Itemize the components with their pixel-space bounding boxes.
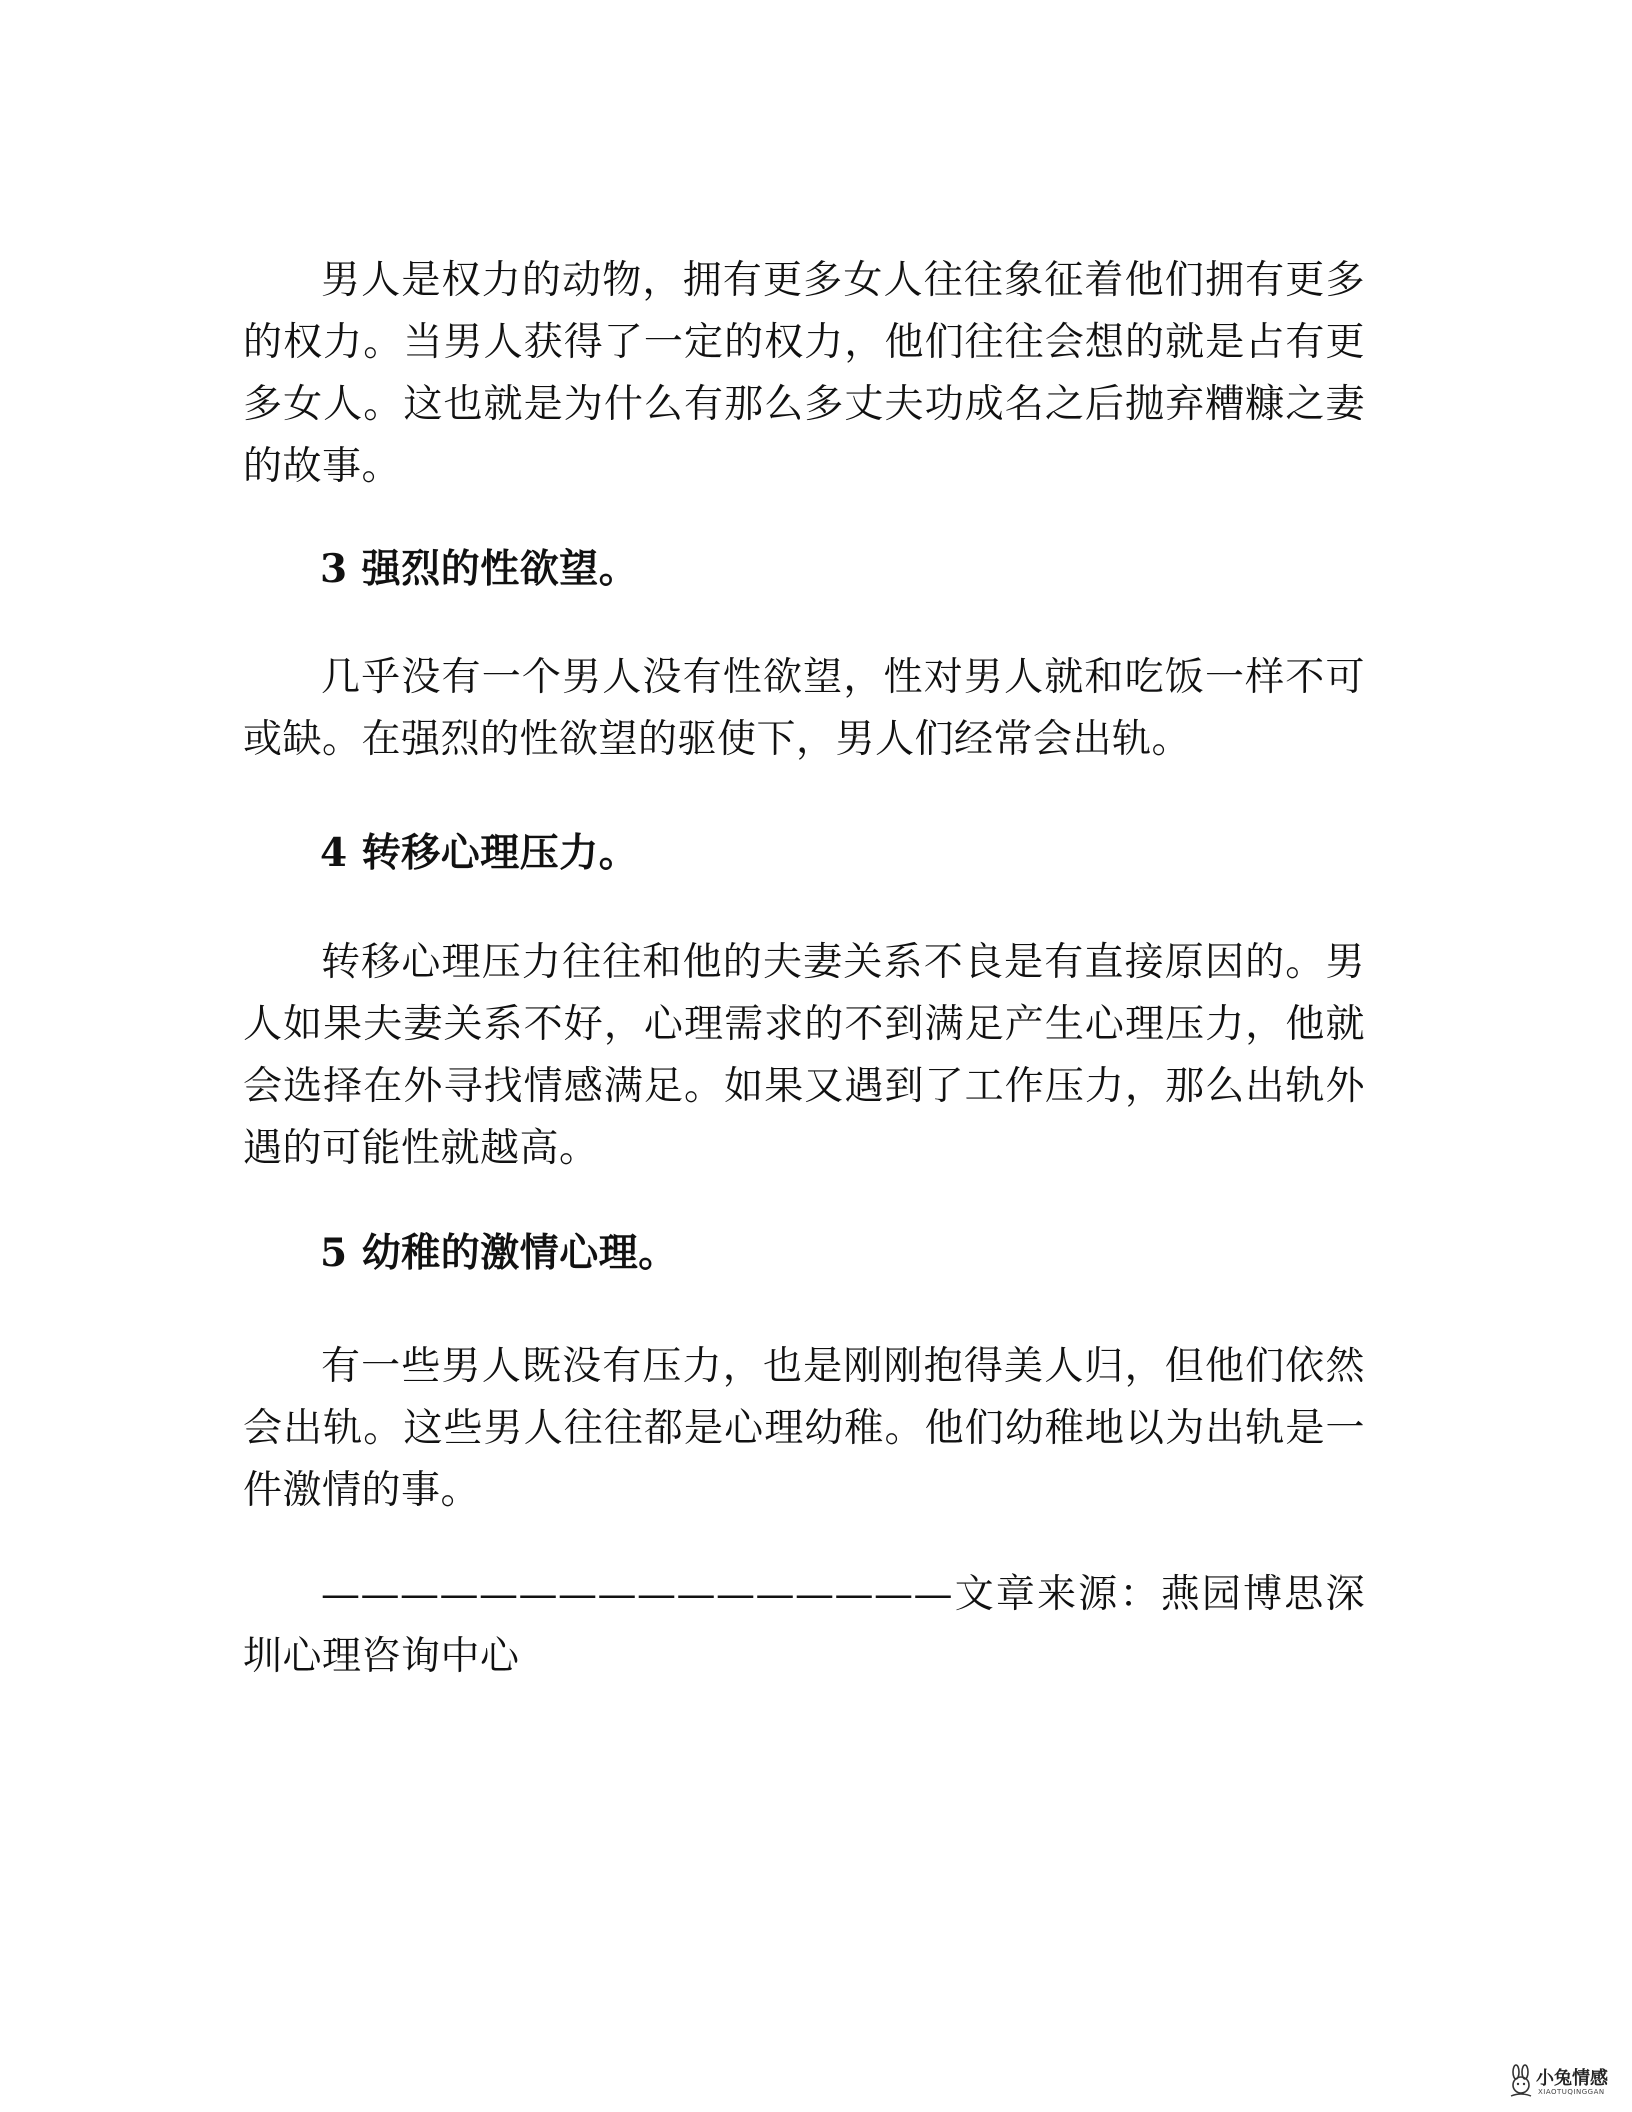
watermark-title: 小兔情感 bbox=[1536, 2068, 1608, 2089]
paragraph-power: 男人是权力的动物，拥有更多女人往往象征着他们拥有更多的权力。当男人获得了一定的权力，他们往往会想的就是占有更多女人。这也就是为什么有那么多丈夫功成名之后抛弃糟糠之妻的故事。 bbox=[243, 258, 1365, 489]
article-source-line: ————————————————文章来源：燕园博思深圳心理咨询中心 bbox=[243, 1572, 1365, 1679]
heading-5-childish-passion: 5 幼稚的激情心理。 bbox=[320, 1230, 678, 1276]
rabbit-logo-icon bbox=[1506, 2064, 1536, 2098]
watermark bbox=[1506, 2058, 1624, 2106]
paragraph-childish-passion: 有一些男人既没有压力，也是刚刚抱得美人归，但他们依然会出轨。这些男人往往都是心理幼稚。他们幼稚地以为出轨是一件激情的事。 bbox=[243, 1344, 1365, 1513]
heading-3-sexual-desire: 3 强烈的性欲望。 bbox=[320, 546, 639, 592]
paragraph-psychological-pressure: 转移心理压力往往和他的夫妻关系不良是有直接原因的。男人如果夫妻关系不好，心理需求的不到满足产生心理压力，他就会选择在外寻找情感满足。如果又遇到了工作压力，那么出轨外遇的可能性就越高。 bbox=[243, 940, 1365, 1171]
watermark-subtitle: XIAOTUQINGGAN bbox=[1538, 2088, 1605, 2096]
heading-4-psychological-pressure: 4 转移心理压力。 bbox=[320, 830, 639, 876]
paragraph-sexual-desire: 几乎没有一个男人没有性欲望，性对男人就和吃饭一样不可或缺。在强烈的性欲望的驱使下，男人们经常会出轨。 bbox=[243, 655, 1365, 762]
